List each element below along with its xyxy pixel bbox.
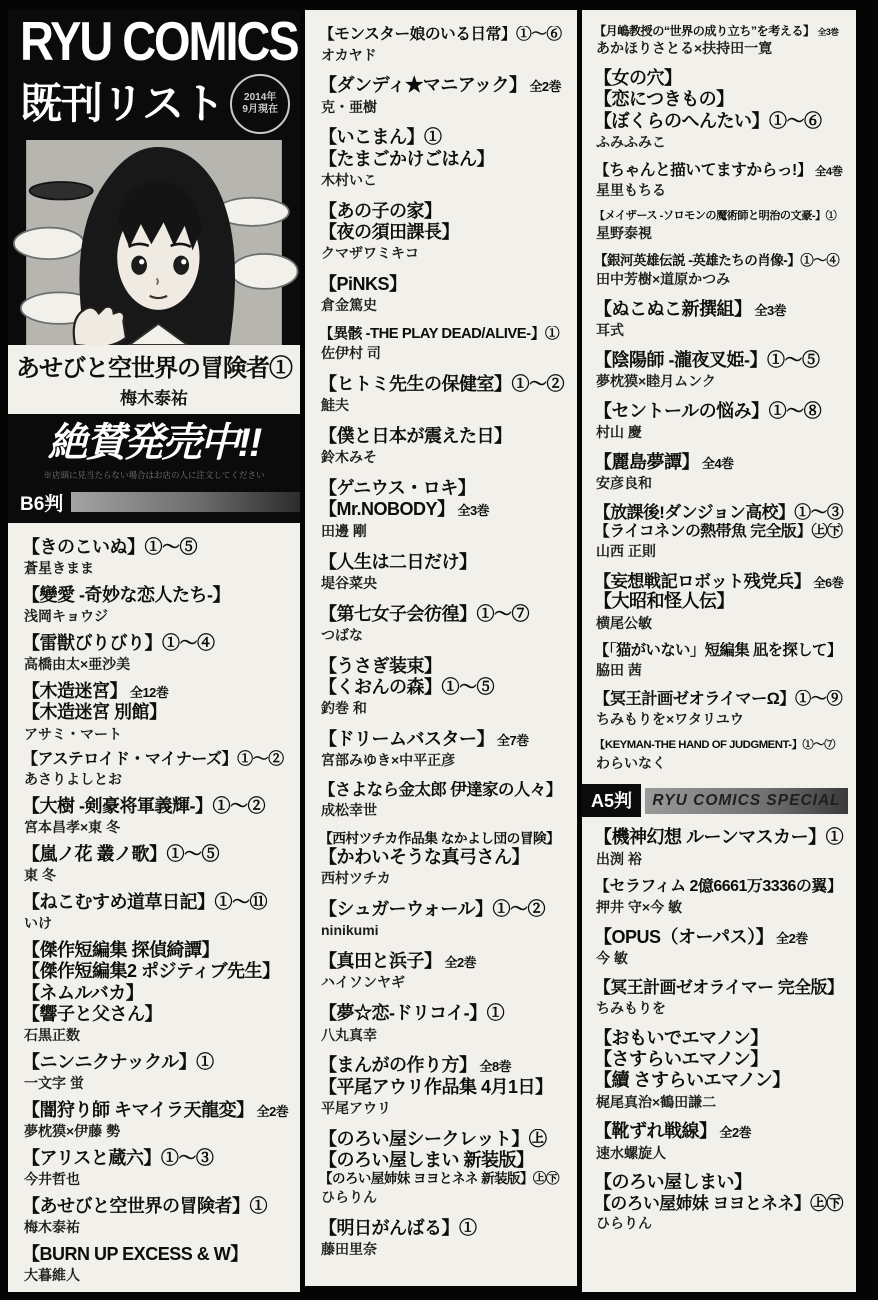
list-item xyxy=(594,401,848,441)
book-title: 【人生は二日だけ】 xyxy=(319,551,477,572)
book-title: 【ネムルバカ】 xyxy=(22,982,144,1003)
book-author: ハイソンヤギ xyxy=(321,974,405,991)
book-title: 【モンスター娘のいる日常】①〜⑥ xyxy=(319,26,562,43)
book-author: 押井 守×今 敏 xyxy=(596,899,682,916)
book-title: 【のろい屋しまい 新装版】 xyxy=(319,1149,534,1170)
book-title: 【ニンニクナックル】① xyxy=(22,1051,214,1072)
book-title: 【續 さすらいエマノン】 xyxy=(594,1070,790,1091)
featured-title: あせびと空世界の冒険者① xyxy=(16,354,292,382)
book-author: 出渕 裕 xyxy=(596,850,642,867)
book-author: 梅木泰祐 xyxy=(24,1219,80,1236)
book-title: 【第七女子会彷徨】①〜⑦ xyxy=(319,603,529,624)
book-title: 【かわいそうな真弓さん】 xyxy=(319,847,529,868)
book-title: 【雷獣びりびり】①〜④ xyxy=(22,633,215,653)
list-item xyxy=(319,1218,567,1258)
book-title: 【ライコネンの熱帯魚 完全版】㊤㊦ xyxy=(594,522,843,540)
badge-month: 9月現在 xyxy=(242,104,278,115)
book-author: 東 冬 xyxy=(24,867,56,884)
featured-book xyxy=(8,345,300,414)
book-title: 【のろい屋しまい】 xyxy=(594,1172,752,1193)
book-title: 【傑作短編集2 ポジティブ先生】 xyxy=(22,961,280,982)
book-title: 【木造迷宮】 全12巻 xyxy=(22,681,169,702)
list-item xyxy=(319,552,567,592)
right-column xyxy=(582,10,856,1292)
book-author: 鮭夫 xyxy=(321,397,349,414)
book-title: 【嵐ノ花 叢ノ歌】①〜⑤ xyxy=(22,844,219,865)
book-title: 【BURN UP EXCESS & W】 xyxy=(22,1243,248,1264)
book-title: 【シュガーウォール】①〜② xyxy=(319,899,546,920)
book-title: 【銀河英雄伝説 -英雄たちの肖像-】①〜④ xyxy=(594,252,840,268)
a5-label: A5判 xyxy=(582,784,641,817)
on-sale-text: 絶賛発売中!! xyxy=(47,420,261,465)
list-item xyxy=(594,24,848,57)
b6-list-right xyxy=(594,24,848,771)
book-title: 【アステロイド・マイナーズ】①〜② xyxy=(22,750,284,769)
list-item xyxy=(319,604,567,644)
brand-title: RYU COMICS xyxy=(20,10,298,72)
book-author: 石黒正数 xyxy=(24,1027,80,1044)
book-title: 【のろい屋姉妹 ヨヨとネネ】㊤㊦ xyxy=(594,1193,843,1213)
book-title: 【ぼくらのへんたい】①〜⑥ xyxy=(594,110,822,131)
book-title: 【おもいでエマノン】 xyxy=(594,1027,768,1048)
book-title: 【まんがの作り方】 全8巻 xyxy=(319,1055,512,1076)
list-item xyxy=(319,729,567,769)
book-title: 【ドリームバスター】 全7巻 xyxy=(319,728,529,749)
book-title: 【うさぎ装束】 xyxy=(319,655,442,676)
volume-count: 全2巻 xyxy=(256,1103,289,1119)
book-author: あさりよしとお xyxy=(24,771,122,788)
list-item xyxy=(594,978,848,1017)
ryu-comics-special-label: RYU COMICS SPECIAL xyxy=(652,791,841,809)
book-author: あかほりさとる×扶持田一寛 xyxy=(596,40,773,57)
book-author: 今 敏 xyxy=(596,950,628,967)
list-item xyxy=(594,927,848,967)
book-author: ふみふみこ xyxy=(596,133,666,150)
book-author: 脇田 茜 xyxy=(596,662,642,679)
book-title: 【KEYMAN-THE HAND OF JUDGMENT-】①〜⑦ xyxy=(594,739,835,752)
b6-list-left xyxy=(8,523,300,1292)
list-item xyxy=(319,1129,567,1206)
book-title: 【僕と日本が震えた日】 xyxy=(319,426,512,447)
book-title: 【闇狩り師 キマイラ天龍変】 全2巻 xyxy=(22,1099,289,1120)
book-author: 倉金篤史 xyxy=(321,297,377,314)
book-author: ひらりん xyxy=(596,1215,652,1232)
book-author: つばな xyxy=(321,626,363,643)
book-title: 【變愛 -奇妙な恋人たち-】 xyxy=(22,584,230,605)
book-title: 【メイザース -ソロモンの魔術師と明治の文豪-】① xyxy=(594,210,837,222)
book-title: 【明日がんばる】① xyxy=(319,1217,477,1238)
book-title: 【のろい屋シークレット】㊤ xyxy=(319,1128,547,1149)
list-item xyxy=(319,831,567,887)
book-title: 【さよなら金太郎 伊達家の人々】 xyxy=(319,780,562,799)
book-author: オカヤド xyxy=(321,46,377,63)
volume-count: 全7巻 xyxy=(497,732,529,748)
volume-count: 全3巻 xyxy=(817,27,839,37)
volume-count: 全3巻 xyxy=(457,503,490,519)
book-title: 【「猫がいない」短編集 凪を探して】 xyxy=(594,642,842,660)
book-title: 【あの子の家】 xyxy=(319,200,442,221)
book-author: 克・亜樹 xyxy=(321,98,377,115)
list-item xyxy=(319,1003,567,1043)
book-title: 【放課後!ダンジョン高校】①〜③ xyxy=(594,502,844,522)
book-title: 【夜の須田課長】 xyxy=(319,221,459,242)
list-item xyxy=(594,827,848,867)
list-item xyxy=(319,426,567,466)
book-title: 【OPUS（オーパス）】 全2巻 xyxy=(594,927,808,948)
book-author: 高橋由太×亜沙美 xyxy=(24,656,131,673)
book-author: 田中芳樹×道原かつみ xyxy=(596,270,731,287)
book-title: 【くおんの森】①〜⑤ xyxy=(319,676,494,697)
volume-count: 全4巻 xyxy=(815,165,843,178)
book-title: 【夢☆恋-ドリコイ-】① xyxy=(319,1003,505,1024)
featured-author: 梅木泰祐 xyxy=(120,388,188,408)
book-title: 【ダンディ★マニアック】 全2巻 xyxy=(319,75,562,96)
list-item xyxy=(22,1052,290,1092)
list-item xyxy=(319,781,567,819)
book-title: 【恋につきもの】 xyxy=(594,89,734,110)
volume-count: 全12巻 xyxy=(130,685,169,701)
list-item xyxy=(594,1121,848,1161)
book-author: 夢枕獏×伊藤 勢 xyxy=(24,1123,121,1140)
list-item xyxy=(594,1028,848,1111)
on-sale-banner xyxy=(8,414,300,484)
book-author: 安彦良和 xyxy=(596,475,652,492)
book-title: 【PiNKS】 xyxy=(319,273,407,294)
list-item xyxy=(22,750,290,788)
book-author: 蒼星きまま xyxy=(24,560,94,577)
list-item xyxy=(22,1148,290,1188)
book-title: 【セントールの悩み】①〜⑧ xyxy=(594,400,822,421)
list-item xyxy=(22,585,290,625)
book-title: 【真田と浜子】 全2巻 xyxy=(319,951,477,972)
list-item xyxy=(319,478,567,539)
book-author: ひらりん xyxy=(321,1188,377,1205)
book-author: 八丸真幸 xyxy=(321,1026,377,1043)
book-title: 【アリスと蔵六】①〜③ xyxy=(22,1147,214,1168)
list-item xyxy=(22,796,290,836)
book-author: 一文字 蛍 xyxy=(24,1075,84,1092)
book-title: 【冥王計画ゼオライマー 完全版】 xyxy=(594,978,844,998)
book-title: 【たまごかけごはん】 xyxy=(319,148,494,169)
book-title: 【大樹 -剣豪将軍義輝-】①〜② xyxy=(22,796,265,817)
list-item xyxy=(319,656,567,717)
list-item xyxy=(22,940,290,1044)
book-title: 【セラフィム 2億6661万3336の翼】 xyxy=(594,878,843,896)
a5-special-list xyxy=(594,827,848,1232)
book-title: 【ヒトミ先生の保健室】①〜② xyxy=(319,374,564,395)
volume-count: 全4巻 xyxy=(702,455,734,471)
book-author: ninikumi xyxy=(321,922,379,939)
book-author: いけ xyxy=(24,915,52,932)
badge-year: 2014年 xyxy=(244,91,277,103)
list-item xyxy=(594,690,848,728)
book-author: 成松幸世 xyxy=(321,802,377,819)
book-title: 【平尾アウリ作品集 4月1日】 xyxy=(319,1076,553,1097)
list-item xyxy=(594,571,848,631)
book-title: 【麗島夢譚】 全4巻 xyxy=(594,451,734,472)
list-item xyxy=(594,210,848,242)
list-item xyxy=(594,299,848,339)
date-badge xyxy=(230,74,290,134)
book-title: 【ゲニウス・ロキ】 xyxy=(319,478,476,499)
list-item xyxy=(594,1172,848,1232)
book-author: 夢枕獏×睦月ムンク xyxy=(596,372,716,389)
book-title: 【さすらいエマノン】 xyxy=(594,1049,768,1070)
list-item xyxy=(594,350,848,390)
volume-count: 全8巻 xyxy=(479,1059,512,1075)
book-author: 釣巻 和 xyxy=(321,700,367,717)
book-title: 【女の穴】 xyxy=(594,68,682,89)
book-author: 速水螺旋人 xyxy=(596,1144,666,1161)
b6-gradient-bar xyxy=(71,492,300,512)
book-title: 【いこまん】① xyxy=(319,127,442,148)
store-note: ※店頭に見当たらない場合はお店の人に注文してください xyxy=(43,469,265,480)
book-title: 【靴ずれ戦線】 全2巻 xyxy=(594,1121,752,1142)
book-title: 【異骸 -THE PLAY DEAD/ALIVE-】① xyxy=(319,325,560,342)
masthead xyxy=(8,10,300,140)
list-item xyxy=(319,899,567,939)
book-author: 堤谷菜央 xyxy=(321,574,377,591)
book-title: 【月嶋教授の“世界の成り立ち”を考える】 全3巻 xyxy=(594,24,839,38)
book-author: 耳式 xyxy=(596,321,624,338)
book-author: 大暮維人 xyxy=(24,1267,80,1284)
book-author: 山西 正則 xyxy=(596,543,656,560)
list-item xyxy=(319,374,567,414)
cover-illustration xyxy=(8,140,300,345)
list-item xyxy=(22,1196,290,1236)
book-author: 今井哲也 xyxy=(24,1171,80,1188)
book-author: 佐伊村 司 xyxy=(321,345,381,362)
list-item xyxy=(594,452,848,492)
b6-label: B6判 xyxy=(20,493,64,515)
b6-section-header xyxy=(8,484,300,523)
book-author: 西村ツチカ xyxy=(321,870,391,887)
masthead-subtitle: 既刊リスト xyxy=(20,80,225,127)
list-item xyxy=(594,878,848,916)
list-item xyxy=(22,681,290,742)
book-title: 【機神幻想 ルーンマスカー】① xyxy=(594,827,844,848)
volume-count: 全2巻 xyxy=(719,1125,752,1141)
book-title: 【傑作短編集 探偵綺譚】 xyxy=(22,940,219,961)
volume-count: 全2巻 xyxy=(529,79,562,95)
list-item xyxy=(22,633,290,673)
book-title: 【ねこむすめ道草日記】①〜⑪ xyxy=(22,892,267,913)
book-author: ちみもりを×ワタリユウ xyxy=(596,711,744,728)
list-item xyxy=(594,642,848,679)
b6-list-middle xyxy=(305,10,577,1286)
book-author: 宮部みゆき×中平正彦 xyxy=(321,752,456,769)
list-item xyxy=(319,951,567,991)
book-author: アサミ・マート xyxy=(24,725,122,742)
book-author: 田邊 剛 xyxy=(321,522,367,539)
book-title: 【木造迷宮 別館】 xyxy=(22,702,167,723)
list-item xyxy=(594,739,848,771)
book-author: 藤田里奈 xyxy=(321,1240,377,1257)
volume-count: 全6巻 xyxy=(813,576,844,591)
book-title: 【Mr.NOBODY】 全3巻 xyxy=(319,499,490,520)
book-title: 【ぬこぬこ新撰組】 全3巻 xyxy=(594,298,787,319)
list-item xyxy=(22,537,290,577)
book-title: 【響子と父さん】 xyxy=(22,1003,162,1024)
book-title: 【ちゃんと描いてますからっ!】 全4巻 xyxy=(594,161,843,179)
list-item xyxy=(319,326,567,362)
list-item xyxy=(319,75,567,115)
list-item xyxy=(319,274,567,314)
list-item xyxy=(22,892,290,932)
book-title: 【妄想戦記ロボット残党兵】 全6巻 xyxy=(594,571,844,592)
book-author: 宮本昌孝×東 冬 xyxy=(24,819,121,836)
book-author: 平尾アウリ xyxy=(321,1099,391,1116)
list-item xyxy=(594,68,848,151)
book-author: 星野泰視 xyxy=(596,225,652,242)
book-title: 【西村ツチカ作品集 なかよし団の冒険】 xyxy=(319,831,560,847)
book-author: 浅岡キョウジ xyxy=(24,608,108,625)
list-item xyxy=(22,1100,290,1140)
book-author: クマザワミキコ xyxy=(321,245,419,262)
book-title: 【のろい屋姉妹 ヨヨとネネ 新装版】㊤㊦ xyxy=(319,1171,559,1187)
book-author: 鈴木みそ xyxy=(321,449,377,466)
volume-count: 全2巻 xyxy=(776,931,808,947)
list-item xyxy=(319,1055,567,1116)
book-title: 【あせびと空世界の冒険者】① xyxy=(22,1195,267,1216)
book-title: 【大昭和怪人伝】 xyxy=(594,591,734,612)
list-item xyxy=(319,201,567,262)
list-item xyxy=(319,26,567,63)
book-title: 【冥王計画ゼオライマーΩ】①〜⑨ xyxy=(594,690,843,709)
list-item xyxy=(319,127,567,188)
book-author: 横尾公敏 xyxy=(596,614,652,631)
list-item xyxy=(22,1244,290,1284)
book-author: わらいなく xyxy=(596,754,666,771)
list-item xyxy=(594,253,848,288)
book-author: 木村いこ xyxy=(321,171,377,188)
book-title: 【きのこいぬ】①〜⑤ xyxy=(22,536,197,557)
book-author: 星里もちる xyxy=(596,182,666,199)
list-item xyxy=(22,844,290,884)
list-item xyxy=(594,503,848,560)
left-column xyxy=(8,10,300,1292)
book-author: ちみもりを xyxy=(596,1000,666,1017)
volume-count: 全2巻 xyxy=(444,955,477,971)
book-author: 梶尾真治×鶴田謙二 xyxy=(596,1093,717,1110)
book-title: 【陰陽師 -瀧夜叉姫-】①〜⑤ xyxy=(594,349,820,370)
a5-section-header xyxy=(582,782,848,827)
book-author: 村山 慶 xyxy=(596,423,642,440)
a5-gradient-bar xyxy=(645,788,848,814)
list-item xyxy=(594,162,848,199)
volume-count: 全3巻 xyxy=(754,302,787,318)
